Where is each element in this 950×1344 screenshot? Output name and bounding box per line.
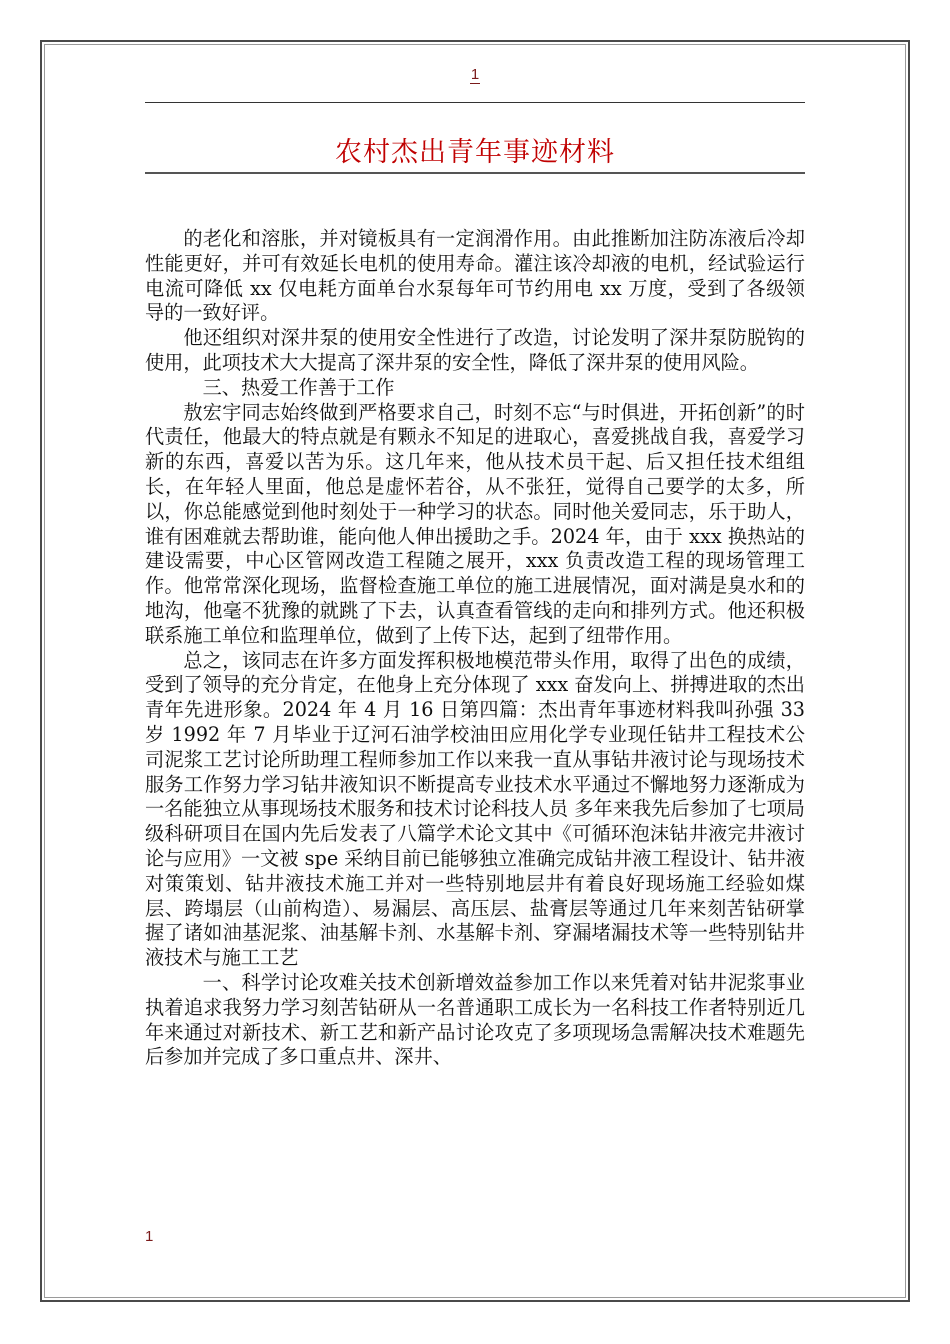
section-heading: 三、热爱工作善于工作 (202, 375, 395, 399)
paragraph: 敖宏宇同志始终做到严格要求自己，时刻不忘“与时俱进，开拓创新”的时代责任，他最大的特点就是有颗永不知足的进取心，喜爱挑战自我，喜爱学习新的东西，喜爱以苦为乐。这几年来，他从技术员干起、后又担任技术组组长，在年轻人里面，他总是虚怀若谷，从不张狂，觉得自己要学的太多，所以，你总能感觉到他时刻处于一种学习的状态。同时他关爱同志，乐于助人，谁有困难就去帮助谁，能向他人伸出援助之手。2024 年，由于 xxx 换热站的建设需要，中心区管网改造工程随之展开，xxx 负责改造工程的现场管理工作。他常常深化现场，监督检查施工单位的施工进展情况，面对满是臭水和的地沟，他毫不犹豫的就跳了下去，认真查看管线的走向和排列方式。他还积极联系施工单位和监理单位，做到了上传下达，起到了纽带作用。 (145, 400, 805, 647)
header-rule (145, 102, 805, 103)
section-heading: 一、科学讨论攻难关技术创新增效益参加工作以来凭着对钻井泥浆事业执着追求我努力学习刻苦钻研从一名普通职工成长为一名科技工作者特别近几年来通过对新技术、新工艺和新产品讨论攻克了多项现场急需解决技术难题先后参加并完成了多口重点井、深井、 (145, 970, 805, 1069)
document-title: 农村杰出青年事迹材料 (335, 137, 615, 168)
footer-page-number: 1 (145, 1228, 154, 1245)
document-body (145, 227, 805, 1070)
paragraph: 的老化和溶胀，并对镜板具有一定润滑作用。由此推断加注防冻液后冷却性能更好，并可有效延长电机的使用寿命。灌注该冷却液的电机，经试验运行电流可降低 xx 仅电耗方面单台水泵每年可节约用电 xx 万度，受到了各级领导的一致好评。 (145, 227, 805, 325)
paragraph: 总之，该同志在许多方面发挥积极地模范带头作用，取得了出色的成绩，受到了领导的充分肯定，在他身上充分体现了 xxx 奋发向上、拼搏进取的杰出青年先进形象。2024 年 4 月 16 日第四篇：杰出青年事迹材料我叫孙强 33 岁 1992 年 7 月毕业于辽河石油学校油田应用化学专业现任钻井工程技术公司泥浆工艺讨论所助理工程师参加工作以来我一直从事钻井液讨论与现场技术服务工作努力学习钻井液知识不断提高专业技术水平通过不懈地努力逐渐成为一名能独立从事现场技术服务和技术讨论科技人员 多年来我先后参加了七项局级科研项目在国内先后发表了八篇学术论文其中《可循环泡沫钻井液完井液讨论与应用》一文被 spe 采纳目前已能够独立准确完成钻井液工程设计、钻井液对策策划、钻井液技术施工并对一些特别地层井有着良好现场施工经验如煤层、跨塌层（山前构造）、易漏层、高压层、盐膏层等通过几年来刻苦钻研掌握了诸如油基泥浆、油基解卡剂、水基解卡剂、穿漏堵漏技术等一些特别钻井液技术与施工工艺 (145, 648, 805, 970)
header-page-number: 1 (470, 66, 480, 83)
title-rule (145, 172, 805, 174)
paragraph: 他还组织对深井泵的使用安全性进行了改造，讨论发明了深井泵防脱钩的使用，此项技术大大提高了深井泵的安全性，降低了深井泵的使用风险。 (145, 326, 805, 374)
